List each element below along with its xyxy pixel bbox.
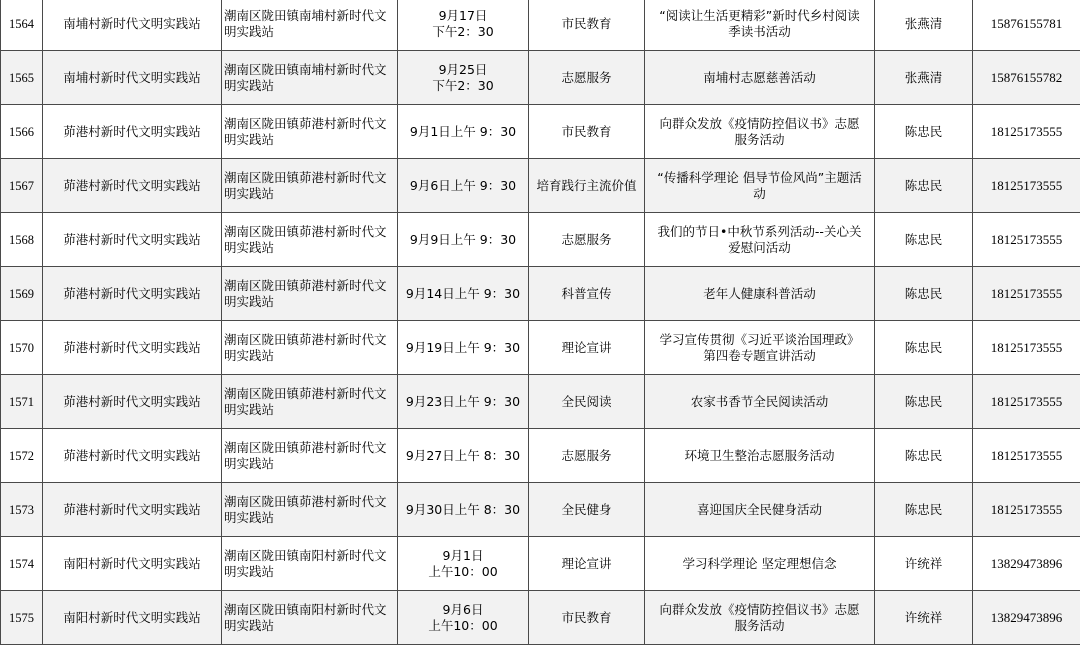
contact-person-cell: 陈忠民 <box>875 429 973 483</box>
row-number-cell: 1575 <box>1 591 43 645</box>
contact-person-cell: 许统祥 <box>875 537 973 591</box>
address-cell <box>222 591 398 645</box>
category-cell: 科普宣传 <box>529 267 645 321</box>
table-row <box>1 591 1080 645</box>
activity-cell <box>645 105 875 159</box>
category-cell: 全民阅读 <box>529 375 645 429</box>
activity-cell <box>645 51 875 105</box>
activity-cell-line: 爱慰问活动 <box>728 239 791 255</box>
time-cell <box>398 213 529 267</box>
time-cell <box>398 429 529 483</box>
time-cell-line: 9月6日 <box>442 601 484 617</box>
station-name-cell: 南阳村新时代文明实践站 <box>43 591 222 645</box>
address-cell <box>222 159 398 213</box>
activity-cell <box>645 0 875 51</box>
address-cell-line: 明实践站 <box>224 455 275 471</box>
time-cell-line: 9月17日 <box>438 7 488 23</box>
address-cell <box>222 213 398 267</box>
table-body <box>1 0 1080 645</box>
activity-cell <box>645 591 875 645</box>
time-cell <box>398 591 529 645</box>
time-cell-line: 9月14日上午 9：30 <box>405 285 521 301</box>
address-cell-line: 潮南区陇田镇茆港村新时代文 <box>224 115 387 131</box>
activity-cell-line: 学习科学理论 坚定理想信念 <box>682 555 837 571</box>
activity-cell-line: 老年人健康科普活动 <box>703 285 816 301</box>
address-cell-line: 明实践站 <box>224 347 275 363</box>
time-cell-line: 9月19日上午 9：30 <box>405 339 521 355</box>
table-row <box>1 105 1080 159</box>
activity-cell-line: “阅读让生活更精彩”新时代乡村阅读 <box>659 7 860 23</box>
time-cell-line: 9月1日上午 9：30 <box>409 123 517 139</box>
phone-cell: 18125173555 <box>973 159 1080 213</box>
phone-cell: 15876155781 <box>973 0 1080 51</box>
address-cell-line: 潮南区陇田镇南阳村新时代文 <box>224 601 387 617</box>
address-cell <box>222 0 398 51</box>
time-cell-line: 9月9日上午 9：30 <box>409 231 517 247</box>
address-cell-line: 明实践站 <box>224 563 275 579</box>
station-name-cell: 茆港村新时代文明实践站 <box>43 321 222 375</box>
phone-cell: 18125173555 <box>973 105 1080 159</box>
phone-cell: 15876155782 <box>973 51 1080 105</box>
table-row <box>1 159 1080 213</box>
time-cell <box>398 159 529 213</box>
category-cell: 理论宣讲 <box>529 537 645 591</box>
activity-cell <box>645 375 875 429</box>
activity-cell-line: 服务活动 <box>734 131 785 147</box>
phone-cell: 18125173555 <box>973 267 1080 321</box>
address-cell-line: 明实践站 <box>224 509 275 525</box>
contact-person-cell: 陈忠民 <box>875 105 973 159</box>
row-number-cell: 1574 <box>1 537 43 591</box>
station-name-cell: 茆港村新时代文明实践站 <box>43 375 222 429</box>
category-cell: 市民教育 <box>529 0 645 51</box>
phone-cell: 18125173555 <box>973 429 1080 483</box>
category-cell: 市民教育 <box>529 105 645 159</box>
activity-cell-line: 农家书香节全民阅读活动 <box>690 393 829 409</box>
time-cell-line: 9月25日 <box>438 61 488 77</box>
contact-person-cell: 陈忠民 <box>875 321 973 375</box>
time-cell <box>398 537 529 591</box>
address-cell-line: 明实践站 <box>224 239 275 255</box>
address-cell <box>222 321 398 375</box>
activity-cell-line: 南埔村志愿慈善活动 <box>703 69 816 85</box>
table-row <box>1 537 1080 591</box>
time-cell-line: 9月27日上午 8：30 <box>405 447 521 463</box>
address-cell <box>222 105 398 159</box>
contact-person-cell: 张燕清 <box>875 0 973 51</box>
activity-cell <box>645 483 875 537</box>
time-cell <box>398 105 529 159</box>
activity-cell-line: 向群众发放《疫情防控倡议书》志愿 <box>659 601 860 617</box>
station-name-cell: 南埔村新时代文明实践站 <box>43 0 222 51</box>
activity-cell-line: 季读书活动 <box>728 23 791 39</box>
time-cell <box>398 51 529 105</box>
time-cell-line: 上午10：00 <box>428 563 498 579</box>
station-name-cell: 茆港村新时代文明实践站 <box>43 105 222 159</box>
phone-cell: 18125173555 <box>973 375 1080 429</box>
contact-person-cell: 陈忠民 <box>875 159 973 213</box>
time-cell-line: 9月1日 <box>442 547 484 563</box>
contact-person-cell: 许统祥 <box>875 591 973 645</box>
activity-cell <box>645 429 875 483</box>
contact-person-cell: 陈忠民 <box>875 375 973 429</box>
category-cell: 市民教育 <box>529 591 645 645</box>
activity-cell-line: 环境卫生整治志愿服务活动 <box>684 447 835 463</box>
station-name-cell: 茆港村新时代文明实践站 <box>43 267 222 321</box>
address-cell-line: 明实践站 <box>224 401 275 417</box>
time-cell <box>398 375 529 429</box>
row-number-cell: 1573 <box>1 483 43 537</box>
address-cell <box>222 375 398 429</box>
phone-cell: 18125173555 <box>973 483 1080 537</box>
address-cell-line: 明实践站 <box>224 293 275 309</box>
address-cell-line: 明实践站 <box>224 23 275 39</box>
contact-person-cell: 陈忠民 <box>875 267 973 321</box>
activity-cell-line: 向群众发放《疫情防控倡议书》志愿 <box>659 115 860 131</box>
table-row <box>1 375 1080 429</box>
activity-cell-line: “传播科学理论 倡导节俭风尚”主题活 <box>657 169 862 185</box>
table-row <box>1 51 1080 105</box>
row-number-cell: 1570 <box>1 321 43 375</box>
row-number-cell: 1564 <box>1 0 43 51</box>
table-row <box>1 267 1080 321</box>
activity-cell <box>645 321 875 375</box>
row-number-cell: 1571 <box>1 375 43 429</box>
address-cell-line: 潮南区陇田镇茆港村新时代文 <box>224 277 387 293</box>
row-number-cell: 1566 <box>1 105 43 159</box>
row-number-cell: 1565 <box>1 51 43 105</box>
address-cell-line: 潮南区陇田镇茆港村新时代文 <box>224 385 387 401</box>
address-cell-line: 潮南区陇田镇南阳村新时代文 <box>224 547 387 563</box>
table-row <box>1 0 1080 51</box>
phone-cell: 18125173555 <box>973 213 1080 267</box>
table-row <box>1 483 1080 537</box>
activity-cell-line: 第四卷专题宣讲活动 <box>703 347 816 363</box>
phone-cell: 18125173555 <box>973 321 1080 375</box>
contact-person-cell: 张燕清 <box>875 51 973 105</box>
address-cell-line: 潮南区陇田镇茆港村新时代文 <box>224 439 387 455</box>
address-cell <box>222 429 398 483</box>
row-number-cell: 1569 <box>1 267 43 321</box>
phone-cell: 13829473896 <box>973 537 1080 591</box>
address-cell-line: 明实践站 <box>224 185 275 201</box>
table-row <box>1 213 1080 267</box>
time-cell <box>398 267 529 321</box>
time-cell <box>398 0 529 51</box>
activity-cell-line: 动 <box>753 185 766 201</box>
address-cell <box>222 483 398 537</box>
address-cell-line: 潮南区陇田镇茆港村新时代文 <box>224 223 387 239</box>
address-cell <box>222 51 398 105</box>
activity-cell-line: 服务活动 <box>734 617 785 633</box>
time-cell-line: 9月6日上午 9：30 <box>409 177 517 193</box>
station-name-cell: 茆港村新时代文明实践站 <box>43 159 222 213</box>
address-cell-line: 明实践站 <box>224 617 275 633</box>
row-number-cell: 1568 <box>1 213 43 267</box>
time-cell <box>398 483 529 537</box>
row-number-cell: 1572 <box>1 429 43 483</box>
category-cell: 志愿服务 <box>529 51 645 105</box>
contact-person-cell: 陈忠民 <box>875 213 973 267</box>
address-cell-line: 潮南区陇田镇茆港村新时代文 <box>224 493 387 509</box>
category-cell: 志愿服务 <box>529 429 645 483</box>
station-name-cell: 南阳村新时代文明实践站 <box>43 537 222 591</box>
activity-cell-line: 学习宣传贯彻《习近平谈治国理政》 <box>659 331 860 347</box>
address-cell-line: 潮南区陇田镇茆港村新时代文 <box>224 331 387 347</box>
time-cell-line: 9月23日上午 9：30 <box>405 393 521 409</box>
station-name-cell: 茆港村新时代文明实践站 <box>43 483 222 537</box>
table-row <box>1 429 1080 483</box>
category-cell: 全民健身 <box>529 483 645 537</box>
address-cell-line: 潮南区陇田镇南埔村新时代文 <box>224 7 387 23</box>
table-row <box>1 321 1080 375</box>
address-cell-line: 明实践站 <box>224 131 275 147</box>
activity-cell-line: 我们的节日•中秋节系列活动--关心关 <box>657 223 862 239</box>
address-cell-line: 潮南区陇田镇茆港村新时代文 <box>224 169 387 185</box>
activity-cell <box>645 213 875 267</box>
address-cell-line: 明实践站 <box>224 77 275 93</box>
category-cell: 志愿服务 <box>529 213 645 267</box>
activity-cell <box>645 537 875 591</box>
address-cell-line: 潮南区陇田镇南埔村新时代文 <box>224 61 387 77</box>
time-cell-line: 下午2：30 <box>432 77 494 93</box>
time-cell-line: 9月30日上午 8：30 <box>405 501 521 517</box>
contact-person-cell: 陈忠民 <box>875 483 973 537</box>
station-name-cell: 茆港村新时代文明实践站 <box>43 429 222 483</box>
activity-cell <box>645 267 875 321</box>
time-cell-line: 下午2：30 <box>432 23 494 39</box>
category-cell: 培育践行主流价值 <box>529 159 645 213</box>
station-name-cell: 南埔村新时代文明实践站 <box>43 51 222 105</box>
row-number-cell: 1567 <box>1 159 43 213</box>
time-cell-line: 上午10：00 <box>428 617 498 633</box>
address-cell <box>222 537 398 591</box>
address-cell <box>222 267 398 321</box>
activity-cell <box>645 159 875 213</box>
activity-cell-line: 喜迎国庆全民健身活动 <box>696 501 822 517</box>
phone-cell: 13829473896 <box>973 591 1080 645</box>
time-cell <box>398 321 529 375</box>
station-name-cell: 茆港村新时代文明实践站 <box>43 213 222 267</box>
category-cell: 理论宣讲 <box>529 321 645 375</box>
